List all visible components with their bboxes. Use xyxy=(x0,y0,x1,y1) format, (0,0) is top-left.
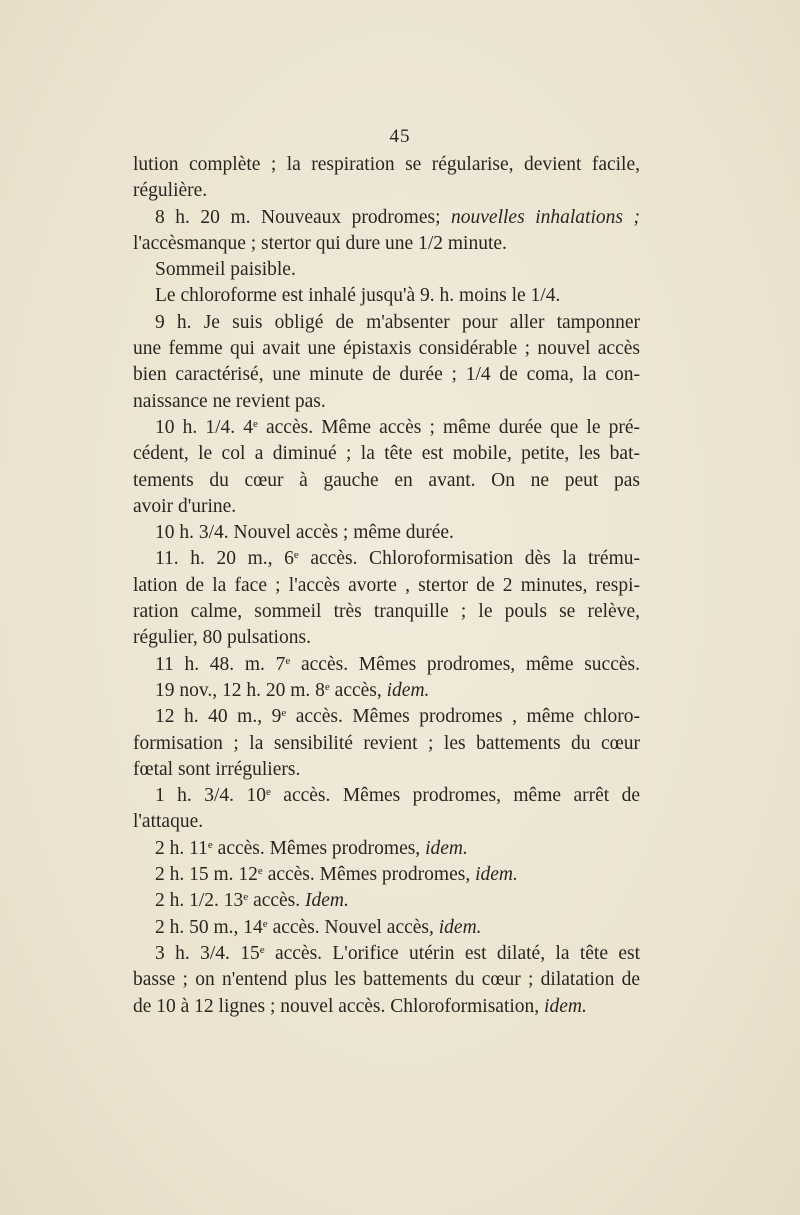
text-run: accès. Mêmes prodromes, même arrêt de xyxy=(270,785,641,807)
text-line xyxy=(133,652,640,678)
text-run: 11 h. 48. m. 7 xyxy=(155,653,286,675)
text-line xyxy=(133,731,640,757)
superscript: e xyxy=(243,891,249,904)
italic-text: nouvelles inhalations ; xyxy=(451,206,640,228)
text-run: avoir d'urine. xyxy=(133,495,237,517)
superscript: e xyxy=(324,680,330,693)
text-line xyxy=(133,836,640,862)
italic-text: idem. xyxy=(438,916,482,938)
text-run: lution complète ; la respiration se régularise, devient facile, xyxy=(133,154,640,175)
text-run: accès. Chloroformisation dès la trému- xyxy=(298,548,640,570)
text-run: accès. L'orifice utérin est dilaté, la tête est xyxy=(264,942,640,964)
text-run: 2 h. 50 m., 14 xyxy=(155,916,263,938)
text-run: 1 h. 3/4. 10 xyxy=(155,785,266,807)
text-run: l'accèsmanque ; stertor qui dure une 1/2 minute. xyxy=(133,232,507,254)
text-run: Le chloroforme est inhalé jusqu'à 9. h. moins le 1/4. xyxy=(155,285,561,307)
superscript: e xyxy=(285,654,291,667)
text-run: 10 h. 1/4. 4 xyxy=(155,416,253,438)
text-run: accès. Mêmes prodromes , même chloro- xyxy=(286,706,641,728)
italic-text: idem. xyxy=(386,679,430,701)
text-run: 11. h. 20 m., 6 xyxy=(155,548,294,570)
italic-text: idem. xyxy=(475,864,518,886)
text-line xyxy=(133,468,640,494)
text-run: 3 h. 3/4. 15 xyxy=(155,942,260,964)
text-run: accès. Mêmes prodromes, xyxy=(212,837,426,859)
text-line xyxy=(133,336,640,362)
text-line xyxy=(133,625,640,651)
text-run: l'attaque. xyxy=(133,811,204,833)
superscript: e xyxy=(262,917,268,930)
superscript: e xyxy=(281,707,287,720)
superscript: e xyxy=(265,786,271,799)
text-run: accès. Mêmes prodromes, xyxy=(262,864,476,886)
text-line xyxy=(133,362,640,388)
text-line xyxy=(133,888,640,914)
text-line xyxy=(133,757,640,783)
text-line xyxy=(133,231,640,257)
text-run: accès. Même accès ; même durée que le pré- xyxy=(257,416,640,438)
text-line xyxy=(133,152,640,178)
text-line xyxy=(133,546,640,572)
text-run: accès, xyxy=(329,679,387,701)
text-run: 2 h. 1/2. 13 xyxy=(155,890,244,912)
text-run: formisation ; la sensibilité revient ; les battements du cœur xyxy=(133,732,640,754)
superscript: e xyxy=(253,417,258,430)
text-line xyxy=(133,704,640,730)
text-run: de 10 à 12 lignes ; nouvel accès. Chloroformisation, xyxy=(133,995,545,1017)
text-run: régulière. xyxy=(133,180,208,202)
italic-text: idem. xyxy=(544,995,587,1017)
text-line xyxy=(133,283,640,309)
text-line xyxy=(133,389,640,415)
text-run: régulier, 80 pulsations. xyxy=(133,627,311,649)
text-line xyxy=(133,994,640,1020)
italic-text: Idem. xyxy=(305,890,349,912)
text-line xyxy=(133,783,640,809)
superscript: e xyxy=(259,943,265,956)
text-run: 2 h. 15 m. 12 xyxy=(155,864,258,886)
text-line xyxy=(133,441,640,467)
text-line xyxy=(133,967,640,993)
text-line xyxy=(133,205,640,231)
text-run: basse ; on n'entend plus les battements du cœur ; dilatation de xyxy=(133,969,640,991)
text-run: fœtal sont irréguliers. xyxy=(133,758,301,780)
superscript: e xyxy=(207,838,213,851)
text-run: naissance ne revient pas. xyxy=(133,390,326,412)
text-run: accès. Nouvel accès, xyxy=(267,916,439,938)
text-run: Sommeil paisible. xyxy=(155,259,296,281)
text-line xyxy=(133,520,640,546)
text-run: accès. xyxy=(248,890,306,912)
text-line xyxy=(133,257,640,283)
text-run: 12 h. 40 m., 9 xyxy=(155,706,282,728)
page-number: 45 xyxy=(389,126,411,147)
text-run: lation de la face ; l'accès avorte , stertor de 2 minutes, respi- xyxy=(133,574,640,596)
text-line xyxy=(133,573,640,599)
text-run: ration calme, sommeil très tranquille ; le pouls se relève, xyxy=(133,601,640,623)
text-line xyxy=(133,941,640,967)
text-run: accès. Mêmes prodromes, même succès. xyxy=(290,653,640,675)
text-line xyxy=(133,809,640,835)
text-line xyxy=(133,599,640,625)
text-line xyxy=(133,678,640,704)
body-text xyxy=(133,152,640,1020)
text-run: cédent, le col a diminué ; la tête est mobile, petite, les bat- xyxy=(133,443,640,465)
superscript: e xyxy=(257,865,263,878)
text-line xyxy=(133,915,640,941)
text-run: 9 h. Je suis obligé de m'absenter pour aller tamponner xyxy=(155,311,640,333)
text-run: 19 nov., 12 h. 20 m. 8 xyxy=(155,679,325,701)
text-line xyxy=(133,415,640,441)
text-run: bien caractérisé, une minute de durée ; 1/4 de coma, la con- xyxy=(133,364,640,386)
text-line xyxy=(133,494,640,520)
italic-text: idem. xyxy=(425,837,468,859)
text-line xyxy=(133,178,640,204)
text-run: 10 h. 3/4. Nouvel accès ; même durée. xyxy=(155,522,454,544)
superscript: e xyxy=(293,549,299,562)
text-run: une femme qui avait une épistaxis considérable ; nouvel accès xyxy=(133,338,640,360)
text-run: 2 h. 11 xyxy=(155,837,208,859)
text-run: tements du cœur à gauche en avant. On ne peut pas xyxy=(133,469,640,491)
text-run: 8 h. 20 m. Nouveaux prodromes; xyxy=(155,206,452,228)
text-line xyxy=(133,310,640,336)
text-line xyxy=(133,862,640,888)
